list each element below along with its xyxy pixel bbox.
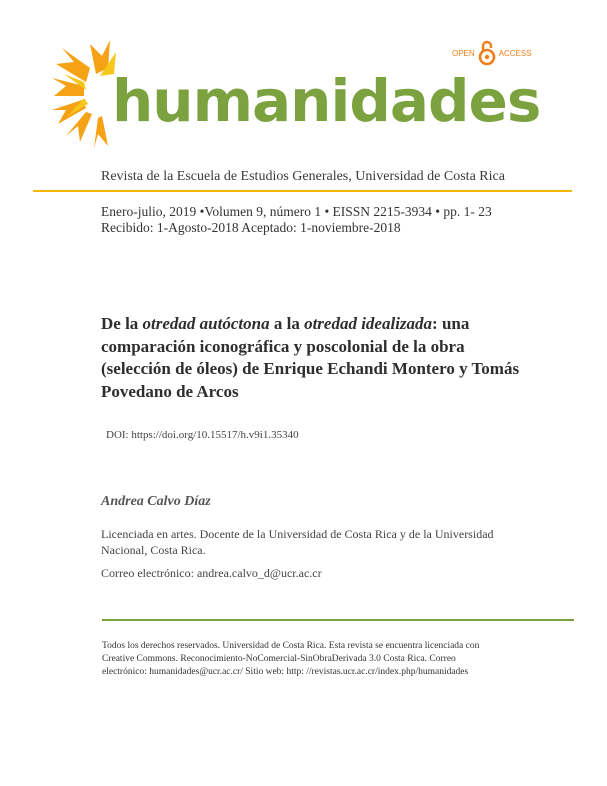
author-affiliation: Licenciada en artes. Docente de la Universidad de Costa Rica y de la Universidad Nacional, Costa Rica. (101, 527, 494, 557)
copyright-notice: Todos los derechos reservados. Universidad de Costa Rica. Esta revista se encuentra licenciada con Creative Commons. Reconocimiento-NoComercial-SinObraDerivada 3.0 Costa Rica. Correo electrónico: humanidades@ucr.ac.cr/ Sitio web: http: //revistas.ucr.ac.cr/index.php/humanidades (102, 641, 480, 677)
open-access-badge (452, 40, 532, 66)
open-label: OPEN (452, 48, 475, 58)
journal-subtitle: Revista de la Escuela de Estudios Generales, Universidad de Costa Rica (101, 169, 505, 184)
journal-logo-wordmark: humanidades (112, 67, 541, 135)
title-italic-part: otredad autóctona (142, 314, 270, 333)
open-access-lock-icon (478, 40, 496, 66)
title-part: a la (269, 314, 305, 333)
author-name: Andrea Calvo Díaz (101, 494, 211, 509)
doi-link[interactable]: DOI: https://doi.org/10.15517/h.v9i1.35340 (106, 429, 299, 441)
header-divider (33, 190, 572, 192)
title-part: De la (101, 314, 143, 333)
issue-info: Enero-julio, 2019 •Volumen 9, número 1 • EISSN 2215-3934 • pp. 1- 23 (101, 204, 492, 219)
author-email[interactable]: Correo electrónico: andrea.calvo_d@ucr.ac.cr (101, 566, 322, 580)
access-label: ACCESS (498, 48, 532, 58)
footer-divider (102, 619, 574, 621)
title-italic-part: otredad idealizada (304, 314, 433, 333)
title-part: : una comparación iconográfica y poscolonial de la obra (selección de óleos) de Enrique Echandi Montero y Tomás Povedano de Arcos (101, 314, 520, 401)
article-title (101, 313, 521, 403)
received-accepted-dates: Recibido: 1-Agosto-2018 Aceptado: 1-noviembre-2018 (101, 220, 401, 235)
